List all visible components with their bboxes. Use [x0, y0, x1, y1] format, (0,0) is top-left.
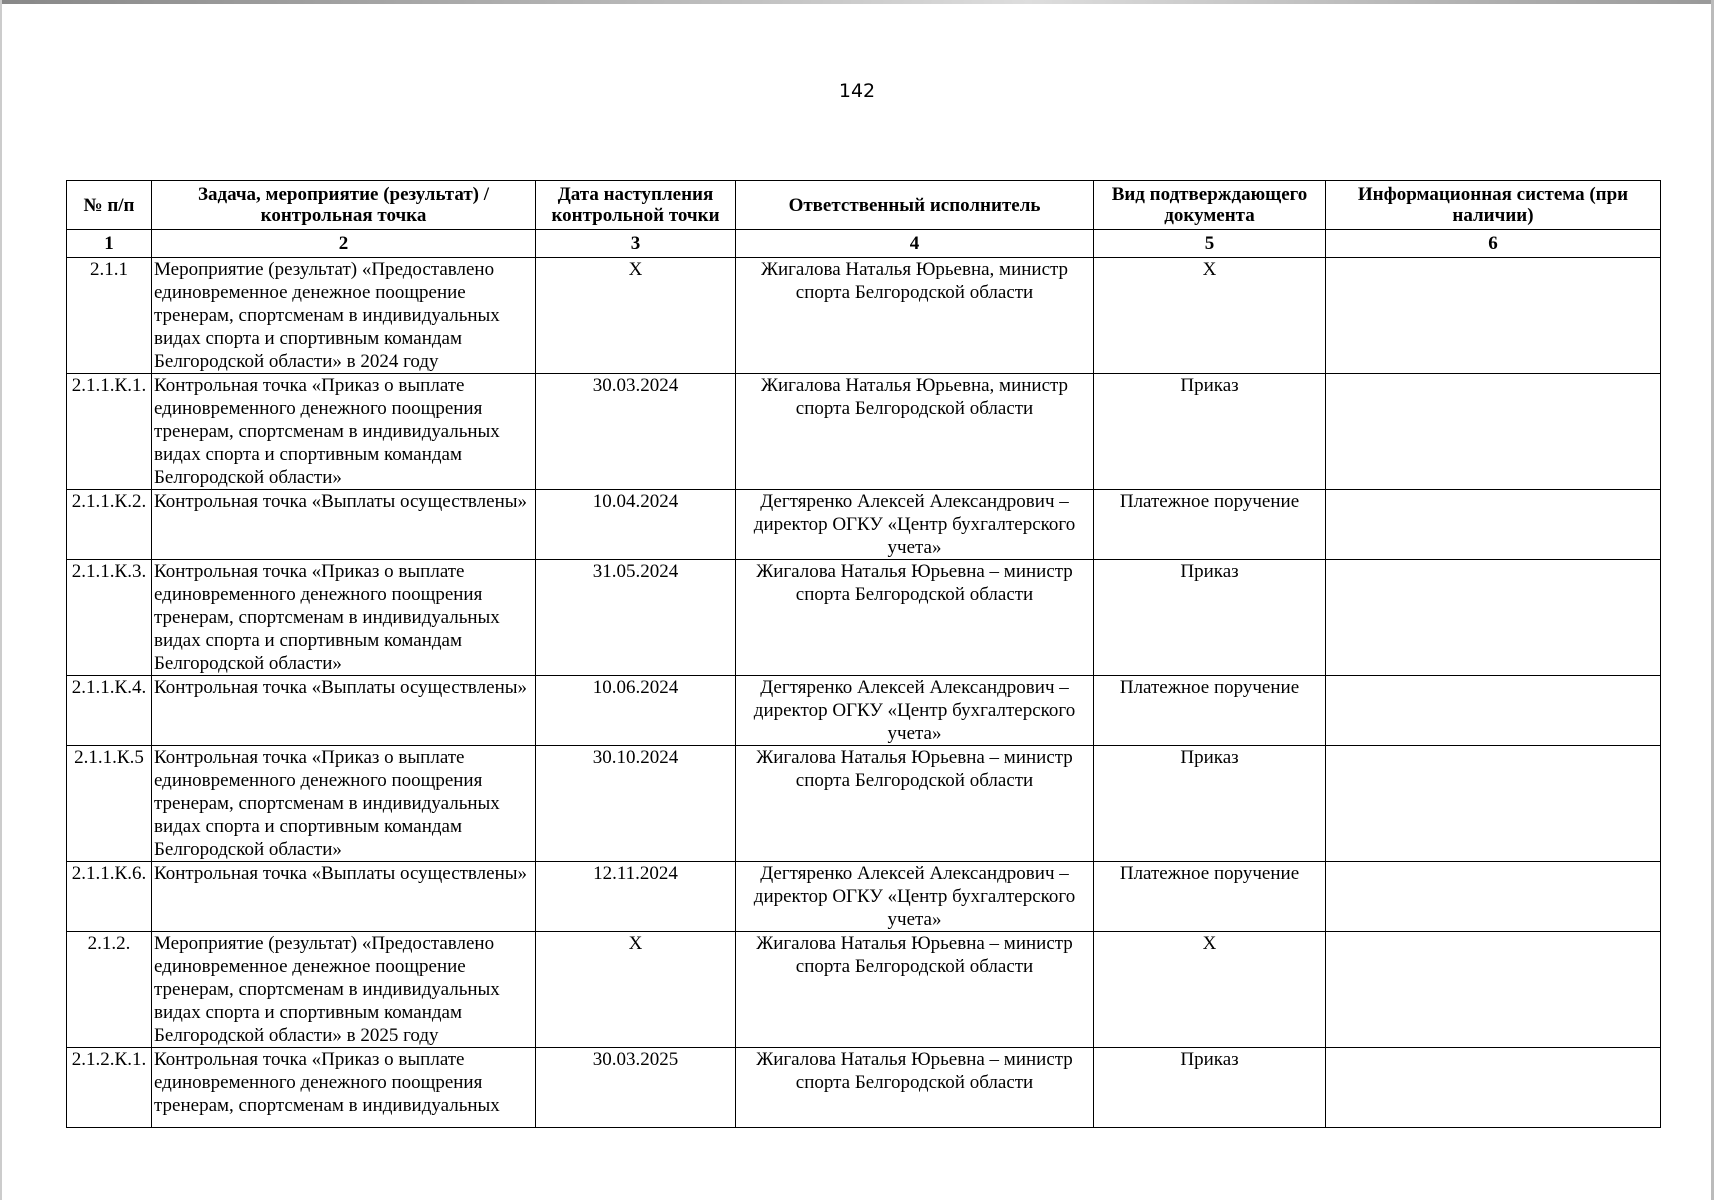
cell-num: 2.1.1.К.3.	[67, 560, 152, 676]
table-row	[67, 490, 1661, 560]
cell-num: 2.1.1.К.1.	[67, 374, 152, 490]
cell-responsible: Жигалова Наталья Юрьевна – министр спорта Белгородской области	[736, 932, 1094, 1048]
cell-responsible: Дегтяренко Алексей Александрович – директор ОГКУ «Центр бухгалтерского учета»	[736, 676, 1094, 746]
cell-doc: Приказ	[1094, 746, 1326, 862]
table-row	[67, 932, 1661, 1048]
column-number-row	[67, 230, 1661, 258]
page-number: 142	[838, 80, 876, 102]
scan-edge-top	[0, 0, 1714, 4]
cell-responsible: Дегтяренко Алексей Александрович – директор ОГКУ «Центр бухгалтерского учета»	[736, 490, 1094, 560]
scan-edge-left	[0, 0, 2, 1200]
cell-date: 12.11.2024	[536, 862, 736, 932]
table-row	[67, 560, 1661, 676]
cell-doc: Платежное поручение	[1094, 490, 1326, 560]
cell-system	[1326, 862, 1661, 932]
cell-date: 30.03.2025	[536, 1048, 736, 1128]
table-row	[67, 676, 1661, 746]
header-date: Дата наступления контрольной точки	[536, 181, 736, 230]
cell-num: 2.1.1	[67, 258, 152, 374]
cell-doc: Платежное поручение	[1094, 676, 1326, 746]
cell-num: 2.1.1.К.6.	[67, 862, 152, 932]
table-row	[67, 1048, 1661, 1128]
cell-num: 2.1.2.	[67, 932, 152, 1048]
cell-num: 2.1.2.К.1.	[67, 1048, 152, 1128]
cell-task: Контрольная точка «Приказ о выплате единовременного денежного поощрения тренерам, спортсменам в индивидуальных видах спорта и спортивным командам Белгородской области»	[152, 746, 536, 862]
cell-task: Мероприятие (результат) «Предоставлено единовременное денежное поощрение тренерам, спортсменам в индивидуальных видах спорта и спортивным командам Белгородской области» в 2024 году	[152, 258, 536, 374]
cell-doc: Платежное поручение	[1094, 862, 1326, 932]
control-points-table	[66, 180, 1661, 1128]
column-number: 1	[67, 230, 152, 258]
cell-system	[1326, 560, 1661, 676]
cell-system	[1326, 490, 1661, 560]
column-number: 3	[536, 230, 736, 258]
cell-date: 30.03.2024	[536, 374, 736, 490]
cell-responsible: Жигалова Наталья Юрьевна – министр спорта Белгородской области	[736, 1048, 1094, 1128]
cell-doc: Приказ	[1094, 1048, 1326, 1128]
cell-date: 10.06.2024	[536, 676, 736, 746]
column-number: 6	[1326, 230, 1661, 258]
cell-system	[1326, 746, 1661, 862]
cell-responsible: Жигалова Наталья Юрьевна, министр спорта Белгородской области	[736, 258, 1094, 374]
cell-doc: Х	[1094, 932, 1326, 1048]
cell-num: 2.1.1.К.4.	[67, 676, 152, 746]
cell-date: Х	[536, 258, 736, 374]
table-row	[67, 374, 1661, 490]
column-number: 4	[736, 230, 1094, 258]
header-num: № п/п	[67, 181, 152, 230]
cell-system	[1326, 374, 1661, 490]
column-number: 2	[152, 230, 536, 258]
header-task: Задача, мероприятие (результат) / контрольная точка	[152, 181, 536, 230]
cell-responsible: Дегтяренко Алексей Александрович – директор ОГКУ «Центр бухгалтерского учета»	[736, 862, 1094, 932]
table-row	[67, 746, 1661, 862]
cell-system	[1326, 676, 1661, 746]
cell-doc: Приказ	[1094, 560, 1326, 676]
cell-responsible: Жигалова Наталья Юрьевна – министр спорта Белгородской области	[736, 746, 1094, 862]
cell-date: 31.05.2024	[536, 560, 736, 676]
cell-task: Контрольная точка «Выплаты осуществлены»	[152, 862, 536, 932]
cell-num: 2.1.1.К.5	[67, 746, 152, 862]
cell-system	[1326, 258, 1661, 374]
table-row	[67, 862, 1661, 932]
header-responsible: Ответственный исполнитель	[736, 181, 1094, 230]
header-row	[67, 181, 1661, 230]
cell-task: Контрольная точка «Выплаты осуществлены»	[152, 490, 536, 560]
table-row	[67, 258, 1661, 374]
cell-date: Х	[536, 932, 736, 1048]
cell-task: Контрольная точка «Приказ о выплате единовременного денежного поощрения тренерам, спортсменам в индивидуальных видах спорта и спортивным командам Белгородской области»	[152, 560, 536, 676]
cell-task: Контрольная точка «Приказ о выплате единовременного денежного поощрения тренерам, спортсменам в индивидуальных видах спорта и спортивным командам Белгородской области»	[152, 374, 536, 490]
cell-task: Контрольная точка «Приказ о выплате единовременного денежного поощрения тренерам, спортсменам в индивидуальных	[152, 1048, 536, 1128]
cell-num: 2.1.1.К.2.	[67, 490, 152, 560]
cell-task: Контрольная точка «Выплаты осуществлены»	[152, 676, 536, 746]
cell-date: 30.10.2024	[536, 746, 736, 862]
column-number: 5	[1094, 230, 1326, 258]
cell-doc: Приказ	[1094, 374, 1326, 490]
cell-system	[1326, 1048, 1661, 1128]
cell-system	[1326, 932, 1661, 1048]
cell-doc: Х	[1094, 258, 1326, 374]
cell-responsible: Жигалова Наталья Юрьевна – министр спорта Белгородской области	[736, 560, 1094, 676]
header-system: Информационная система (при наличии)	[1326, 181, 1661, 230]
header-doc: Вид подтверждающего документа	[1094, 181, 1326, 230]
cell-responsible: Жигалова Наталья Юрьевна, министр спорта Белгородской области	[736, 374, 1094, 490]
cell-task: Мероприятие (результат) «Предоставлено единовременное денежное поощрение тренерам, спортсменам в индивидуальных видах спорта и спортивным командам Белгородской области» в 2025 году	[152, 932, 536, 1048]
cell-date: 10.04.2024	[536, 490, 736, 560]
